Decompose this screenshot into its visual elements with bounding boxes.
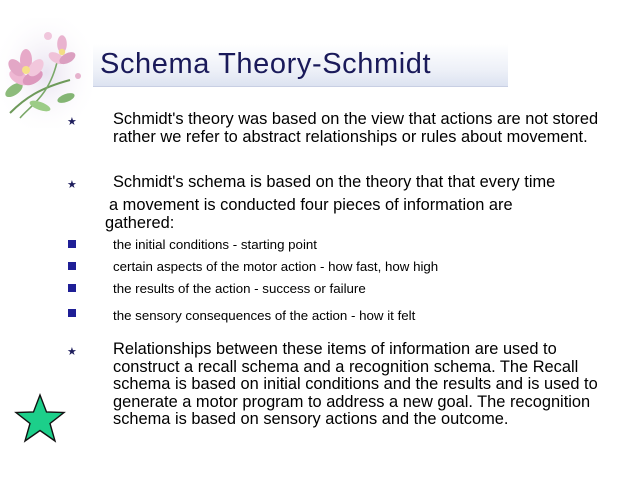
page-title: Schema Theory-Schmidt (100, 48, 432, 80)
sub-item-2: certain aspects of the motor action - how fast, how high (113, 259, 439, 274)
sub-item-4: the sensory consequences of the action - how it felt (113, 308, 416, 323)
square-bullet-icon (68, 240, 76, 248)
small-star-bullet-icon: ★ (67, 179, 77, 191)
square-bullet-icon (68, 262, 76, 270)
square-bullet-icon (68, 309, 76, 317)
green-star-icon (14, 393, 66, 445)
bullet-1-text: Schmidt's theory was based on the view that actions are not stored rather we refer to abstract relationships or rules about movement. (113, 110, 599, 146)
small-star-bullet-icon: ★ (67, 346, 77, 358)
bullet-2-rest: a movement is conducted four pieces of information are gathered: (105, 196, 513, 232)
bullet-3-text: Relationships between these items of information are used to construct a recall schema and a recognition schema. The Recall schema is based on initial conditions and the results and is used to generate a motor program to address a new goal. The recognition schema is based on sensory actions and the outcome. (113, 340, 598, 428)
bullet-2-first-line: Schmidt's schema is based on the theory that that every time (113, 173, 556, 191)
small-star-bullet-icon: ★ (67, 116, 77, 128)
square-bullet-icon (68, 284, 76, 292)
sub-item-1: the initial conditions - starting point (113, 237, 317, 252)
sub-item-3: the results of the action - success or failure (113, 281, 366, 296)
title-bar (93, 44, 508, 87)
flower-icon (0, 18, 92, 128)
